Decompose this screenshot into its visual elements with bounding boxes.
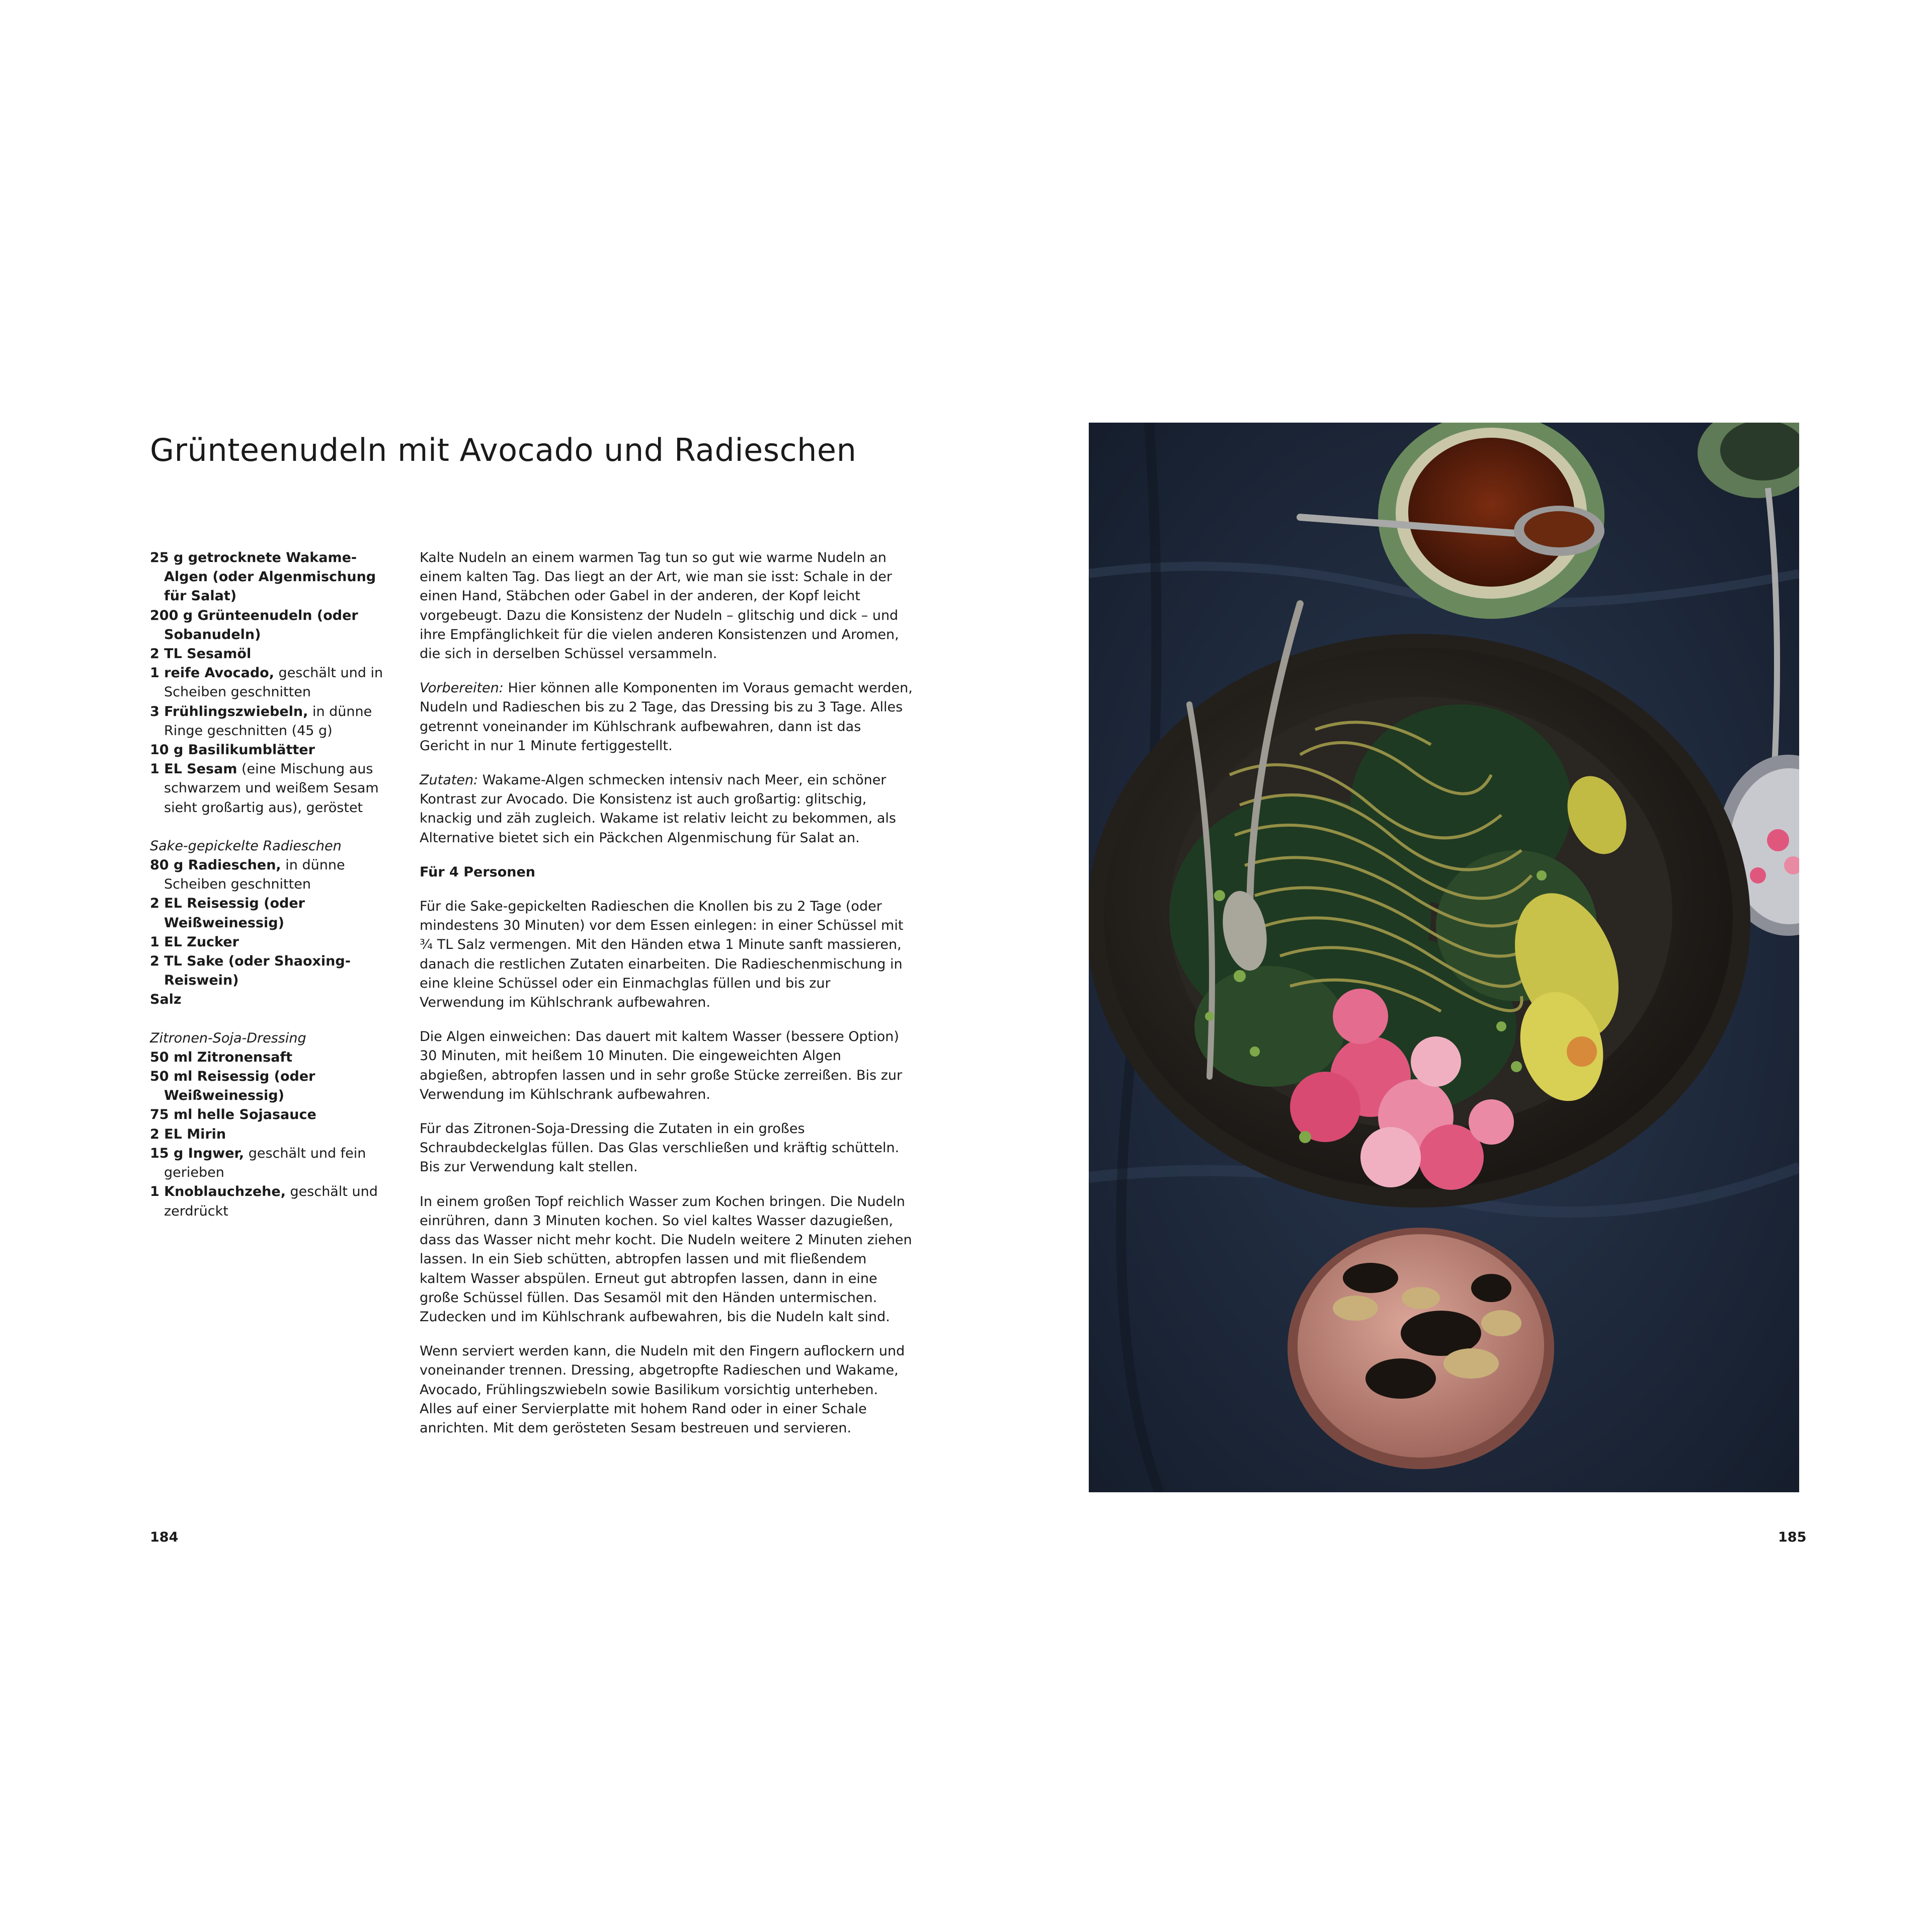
ingredient-item xyxy=(150,856,391,894)
ingredient-item xyxy=(150,933,391,952)
ingredient-amount: 50 ml Reisessig (oder Weißweinessig) xyxy=(150,1069,315,1104)
prep-text: Hier können alle Komponenten im Voraus gemacht werden, Nudeln und Radieschen bis zu 2 Tage, das Dressing bis zu 3 Tage. Alles getrennt voneinander im Kühlschrank aufbewahren, dann ist das Gericht in nur 1 Minute fertiggestellt. xyxy=(420,680,913,754)
ingredient-amount: 200 g Grünteenudeln (oder Sobanudeln) xyxy=(150,607,358,642)
ingredient-amount: 2 TL Sake (oder Shaoxing-Reiswein) xyxy=(150,953,351,989)
ingredient-item xyxy=(150,1105,391,1124)
ingredient-list xyxy=(150,548,391,1221)
recipe-title: Grünteenudeln mit Avocado und Radieschen xyxy=(150,432,857,468)
radish-heading: Sake-gepickelte Radieschen xyxy=(150,838,342,854)
ingredient-amount: 2 EL Mirin xyxy=(150,1126,226,1142)
sesame-plate xyxy=(1287,1228,1554,1469)
intro-paragraph: Kalte Nudeln an einem warmen Tag tun so gut wie warme Nudeln an einem kalten Tag. Das liegt an der Art, wie man sie isst: Schale in der einen Hand, Stäbchen oder Gabel in der anderen, der Kopf leicht vorgebeugt. Dazu die Konsistenz der Nudeln – glitschig und dick – und ihre Empfänglichkeit für die vielen anderen Konsistenzen und Aromen, die sich in derselben Schüssel versammeln. xyxy=(420,550,899,662)
ingredient-note: geschält und zerdrückt xyxy=(164,1184,378,1219)
ingredient-item xyxy=(150,664,391,702)
ingredient-amount: 50 ml Zitronensaft xyxy=(150,1049,293,1065)
servings: Für 4 Personen xyxy=(420,864,536,880)
prep-paragraph xyxy=(420,679,913,756)
ingredient-item xyxy=(150,741,391,760)
step-1: Für die Sake-gepickelten Radieschen die Knollen bis zu 2 Tage (oder mindestens 30 Minuten) vor dem Essen einlegen: in einer Schüssel mit ¾ TL Salz vermengen. Mit den Händen etwa 1 Minute sanft massieren, danach die restlichen Zutaten einarbeiten. Die Radieschenmischung in eine kleine Schüssel oder ein Einmachglas füllen und bis zur Verwendung im Kühlschrank aufbewahren. xyxy=(420,899,904,1011)
ingredient-item xyxy=(150,990,391,1009)
ingredient-note: in dünne Scheiben geschnitten xyxy=(164,857,345,893)
ingredient-item xyxy=(150,894,391,932)
ingredient-amount: 1 EL Zucker xyxy=(150,934,239,950)
ingredient-amount: 80 g Radieschen, xyxy=(150,857,281,873)
dressing-heading: Zitronen-Soja-Dressing xyxy=(150,1030,306,1046)
main-ingredients xyxy=(150,548,391,818)
ingredient-amount: 1 reife Avocado, xyxy=(150,665,274,681)
ingredient-note: geschält und in Scheiben geschnitten xyxy=(164,665,383,700)
radish-ingredients xyxy=(150,856,391,1010)
step-5: Wenn serviert werden kann, die Nudeln mit den Fingern auflockern und voneinander trennen. Dressing, abgetropfte Radieschen und Wakame, Avocado, Frühlingszwiebeln sowie Basilikum vorsichtig unterheben. Alles auf einer Servierplatte mit hohem Rand oder in einer Schale anrichten. Mit dem gerösteten Sesam bestreuen und servieren. xyxy=(420,1343,905,1436)
ingredient-amount: 15 g Ingwer, xyxy=(150,1145,245,1161)
ingredient-item xyxy=(150,1182,391,1221)
ingredient-item xyxy=(150,606,391,645)
ingredient-amount: 75 ml helle Sojasauce xyxy=(150,1107,316,1123)
ingredient-amount: 10 g Basilikumblätter xyxy=(150,742,315,758)
ingredient-item xyxy=(150,1048,391,1067)
ingredient-item xyxy=(150,645,391,664)
ingredient-item xyxy=(150,760,391,818)
page-number-left: 184 xyxy=(150,1530,179,1545)
ingredient-item xyxy=(150,1067,391,1105)
ingredient-amount: 1 EL Sesam xyxy=(150,761,237,777)
ingredient-note: (eine Mischung aus schwarzem und weißem Sesam sieht großartig aus), geröstet xyxy=(164,761,379,816)
recipe-body xyxy=(420,548,913,1453)
ingredient-amount: 2 EL Reisessig (oder Weißweinessig) xyxy=(150,896,305,931)
ingredients-note-text: Wakame-Algen schmecken intensiv nach Meer, ein schöner Kontrast zur Avocado. Die Konsistenz ist auch großartig: glitschig, knackig und zäh zugleich. Wakame ist relativ leicht zu bekommen, als Alternative bietet sich ein Päckchen Algenmischung für Salat an. xyxy=(420,772,896,846)
page-number-right: 185 xyxy=(1778,1530,1807,1545)
step-3: Für das Zitronen-Soja-Dressing die Zutaten in ein großes Schraubdeckelglas füllen. Das Glas verschließen und kräftig schütteln. Bis zur Verwendung kalt stellen. xyxy=(420,1121,900,1175)
ingredient-note: in dünne Ringe geschnitten (45 g) xyxy=(164,703,372,739)
ingredient-amount: 25 g getrocknete Wakame-Algen (oder Algenmischung für Salat) xyxy=(150,550,376,604)
prep-label: Vorbereiten: xyxy=(420,680,504,696)
ingredient-note: geschält und fein gerieben xyxy=(164,1145,366,1181)
recipe-photo xyxy=(1089,423,1799,1492)
ingredient-item xyxy=(150,548,391,606)
ingredient-amount: 2 TL Sesamöl xyxy=(150,646,252,662)
ingredient-item xyxy=(150,702,391,741)
step-2: Die Algen einweichen: Das dauert mit kaltem Wasser (bessere Option) 30 Minuten, mit heißem 10 Minuten. Die eingeweichten Algen abgießen, abtropfen lassen und in sehr große Stücke zerreißen. Bis zur Verwendung im Kühlschrank aufbewahren. xyxy=(420,1029,903,1102)
ingredients-note-paragraph xyxy=(420,771,913,848)
ingredients-note-label: Zutaten: xyxy=(420,772,478,788)
ingredient-amount: 3 Frühlingszwiebeln, xyxy=(150,703,308,719)
ingredient-item xyxy=(150,952,391,990)
ingredient-item xyxy=(150,1144,391,1182)
step-4: In einem großen Topf reichlich Wasser zum Kochen bringen. Die Nudeln einrühren, dann 3 Minuten kochen. So viel kaltes Wasser dazugießen, dass das Wasser nicht mehr kocht. Die Nudeln weitere 2 Minuten ziehen lassen. In ein Sieb schütten, abtropfen lassen und mit fließendem kaltem Wasser abspülen. Erneut gut abtropfen lassen, dann in eine große Schüssel füllen. Das Sesamöl mit den Händen untermischen. Zudecken und im Kühlschrank aufbewahren, bis die Nudeln kalt sind. xyxy=(420,1193,912,1325)
ingredient-amount: 1 Knoblauchzehe, xyxy=(150,1184,286,1200)
dressing-ingredients xyxy=(150,1048,391,1221)
ingredient-item xyxy=(150,1125,391,1144)
ingredient-amount: Salz xyxy=(150,992,182,1008)
